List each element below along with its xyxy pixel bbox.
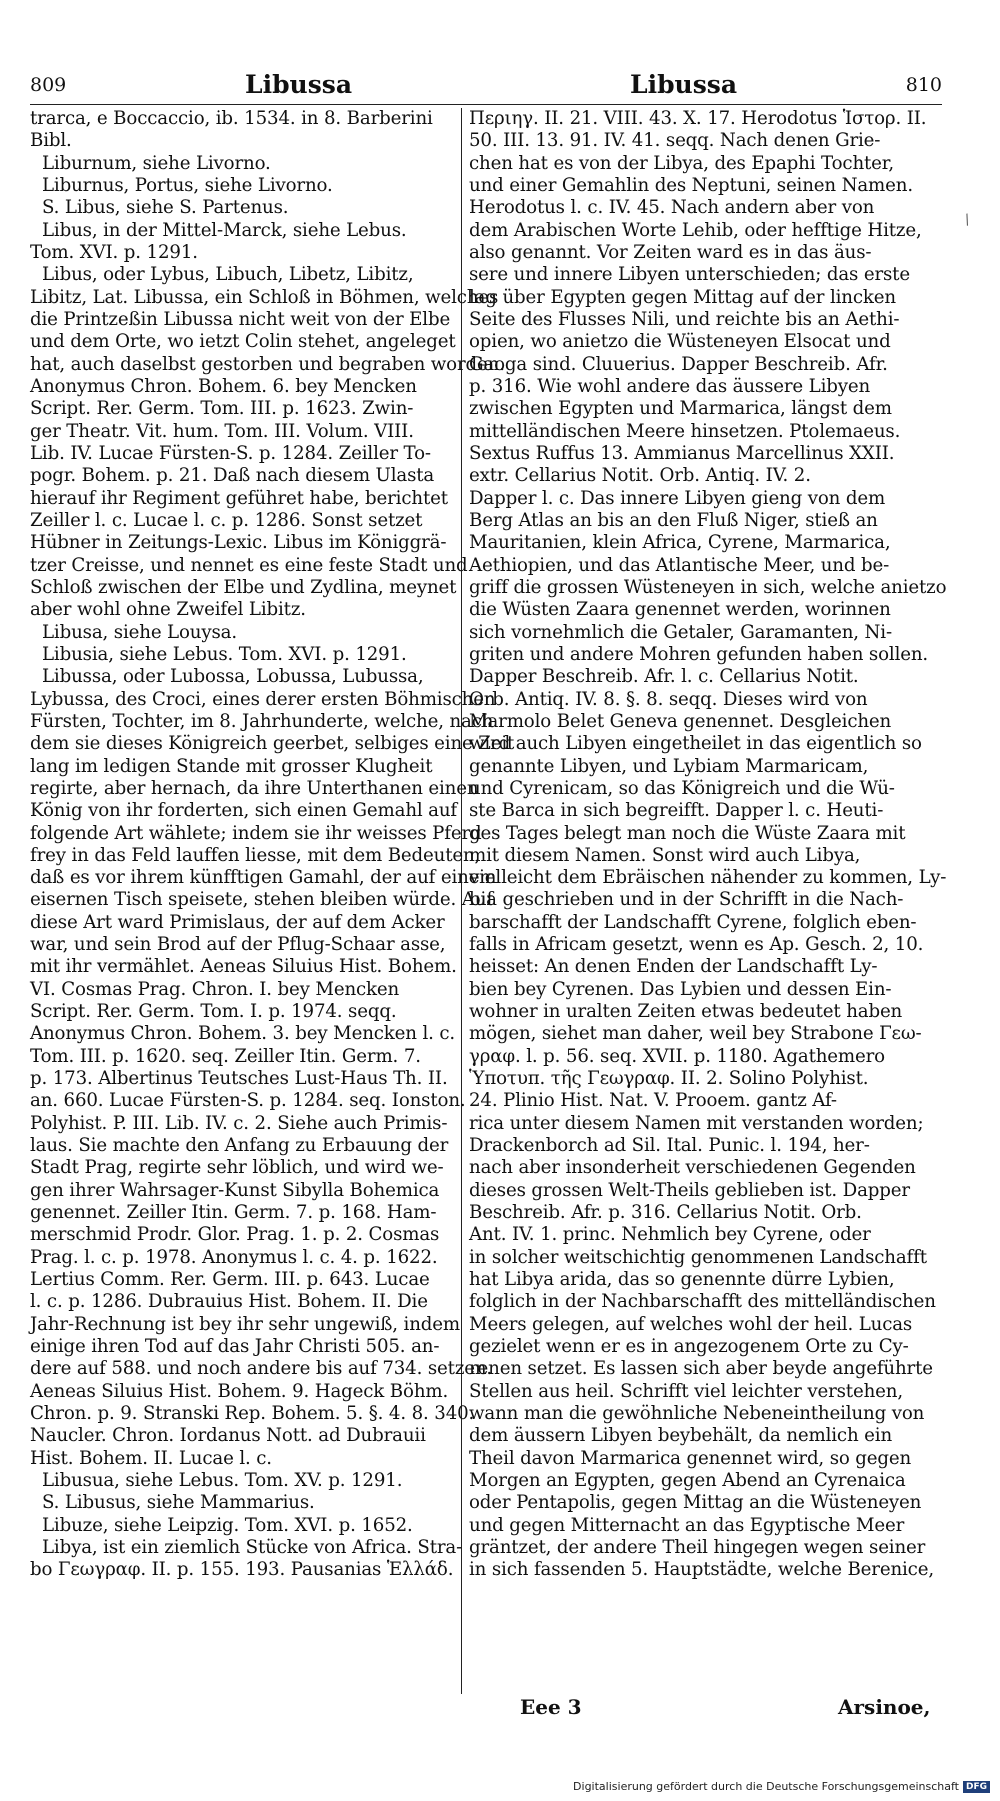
text-line: war, und sein Brod auf der Pflug-Schaar asse,: [30, 934, 446, 956]
text-line: rica unter diesem Namen mit verstanden worden;: [469, 1112, 924, 1134]
text-line: VI. Cosmas Prag. Chron. I. bey Mencken: [30, 978, 400, 1000]
text-line: dere auf 588. und noch andere bis auf 734. setzen.: [30, 1358, 493, 1380]
text-line: Anonymus Chron. Bohem. 6. bey Mencken: [30, 375, 417, 397]
running-head-right: Libussa: [630, 70, 738, 99]
text-line: extr. Cellarius Notit. Orb. Antiq. IV. 2.: [469, 465, 811, 487]
text-line: folglich in der Nachbarschafft des mittelländischen: [469, 1291, 936, 1313]
text-line: mittelländischen Meere hinsetzen. Ptolemaeus.: [469, 420, 901, 442]
text-line: zwischen Egypten und Marmarica, längst dem: [469, 398, 892, 420]
text-line: renen setzet. Es lassen sich aber beyde angeführte: [469, 1358, 933, 1380]
text-line: dieses grossen Welt-Theils geblieben ist. Dapper: [469, 1179, 910, 1201]
text-line: Orb. Antiq. IV. 8. §. 8. seqq. Dieses wird von: [469, 688, 868, 710]
text-line: diese Art ward Primislaus, der auf dem Acker: [30, 911, 445, 933]
text-line: bien bey Cyrenen. Das Lybien und dessen Ein-: [469, 978, 892, 1000]
text-line: Libuze, siehe Leipzig. Tom. XVI. p. 1652.: [42, 1514, 413, 1536]
text-line: griff die grossen Wüsteneyen in sich, welche anietzo: [469, 576, 947, 598]
text-line: lang im ledigen Stande mit grosser Klugheit: [30, 755, 433, 777]
text-line: trarca, e Boccaccio, ib. 1534. in 8. Barberini: [30, 108, 433, 129]
text-line: Sextus Ruffus 13. Ammianus Marcellinus XXII.: [469, 442, 895, 464]
text-line: frey in das Feld lauffen liesse, mit dem Bedeuten,: [30, 844, 481, 866]
text-line: laus. Sie machte den Anfang zu Erbauung der: [30, 1135, 449, 1157]
text-line: hat, auch daselbst gestorben und begraben worden.: [30, 353, 505, 375]
text-line: griten und andere Mohren gefunden haben sollen.: [469, 643, 929, 665]
text-line: und einer Gemahlin des Neptuni, seinen Namen.: [469, 174, 913, 196]
text-line: S. Libus, siehe S. Partenus.: [42, 197, 289, 219]
dfg-logo: DFG: [963, 1781, 990, 1793]
text-line: falls in Africam gesetzt, wenn es Ap. Gesch. 2, 10.: [469, 934, 924, 956]
text-line: Liburnum, siehe Livorno.: [42, 152, 271, 174]
text-line: Polyhist. P. III. Lib. IV. c. 2. Siehe auch Primis-: [30, 1112, 448, 1134]
text-line: nach aber insonderheit verschiedenen Gegenden: [469, 1157, 916, 1179]
text-line: Morgen an Egypten, gegen Abend an Cyrenaica: [469, 1470, 906, 1492]
text-line: mit diesem Namen. Sonst wird auch Libya,: [469, 844, 861, 866]
text-line: Stellen aus heil. Schrifft viel leichter verstehen,: [469, 1380, 903, 1402]
footer-text: Digitalisierung gefördert durch die Deutsche Forschungsgemeinschaft: [573, 1780, 959, 1793]
text-line: Aeneas Siluius Hist. Bohem. 9. Hageck Böhm.: [30, 1380, 449, 1402]
header-rule: [30, 104, 942, 105]
text-line: Dapper l. c. Das innere Libyen gieng von dem: [469, 487, 886, 509]
right-column: [469, 108, 947, 1694]
text-line: genennet. Zeiller Itin. Germ. 7. p. 168. Ham-: [30, 1202, 437, 1224]
text-line: mit ihr vermählet. Aeneas Siluius Hist. Bohem.: [30, 956, 457, 978]
left-column: [30, 108, 515, 1694]
text-line: wann man die gewöhnliche Nebeneintheilung von: [469, 1403, 925, 1425]
text-line: Chron. p. 9. Stranski Rep. Bohem. 5. §. 4. 8. 340.: [30, 1403, 475, 1425]
text-line: wird auch Libyen eingetheilet in das eigentlich so: [469, 733, 922, 755]
text-line: die Wüsten Zaara genennet werden, worinnen: [469, 599, 891, 621]
text-line: Ant. IV. 1. princ. Nehmlich bey Cyrene, oder: [469, 1224, 871, 1246]
text-line: Lertius Comm. Rer. Germ. III. p. 643. Lucae: [30, 1269, 430, 1291]
text-line: genannte Libyen, und Lybiam Marmaricam,: [469, 755, 869, 777]
text-line: Libusia, siehe Lebus. Tom. XVI. p. 1291.: [42, 643, 407, 665]
text-line: sere und innere Libyen unterschieden; das erste: [469, 264, 910, 286]
text-line: ger Theatr. Vit. hum. Tom. III. Volum. VIII.: [30, 420, 414, 442]
text-line: Hübner in Zeitungs-Lexic. Libus im Königgrä-: [30, 532, 447, 554]
text-line: Herodotus l. c. IV. 45. Nach andern aber von: [469, 197, 875, 219]
text-line: sich vornehmlich die Getaler, Garamanten, Ni-: [469, 621, 892, 643]
text-line: chen hat es von der Libya, des Epaphi Tochter,: [469, 152, 894, 174]
text-line: Aethiopien, und das Atlantische Meer, und be-: [469, 554, 890, 576]
text-line: Lib. IV. Lucae Fürsten-S. p. 1284. Zeiller To-: [30, 442, 431, 464]
text-line: Jahr-Rechnung ist bey ihr sehr ungewiß, indem: [30, 1313, 460, 1335]
text-line: Script. Rer. Germ. Tom. I. p. 1974. seqq.: [30, 1001, 397, 1023]
text-line: S. Libusus, siehe Mammarius.: [42, 1492, 315, 1514]
text-line: und dem Orte, wo ietzt Colin stehet, angeleget: [30, 331, 456, 353]
text-line: Libusa, siehe Louysa.: [42, 621, 237, 643]
text-line: Script. Rer. Germ. Tom. III. p. 1623. Zwin-: [30, 398, 414, 420]
text-line: ges Tages belegt man noch die Wüste Zaara mit: [469, 822, 906, 844]
text-line: Libitz, Lat. Libussa, ein Schloß in Böhmen, welches: [30, 286, 499, 308]
text-line: Περιηγ. II. 21. VIII. 43. X. 17. Herodotus Ἱστορ. II.: [469, 108, 927, 129]
text-line: Libussa, oder Lubossa, Lobussa, Lubussa,: [42, 666, 424, 688]
text-line: Stadt Prag, regirte sehr löblich, und wird we-: [30, 1157, 444, 1179]
catchword: Arsinoe,: [838, 1695, 931, 1719]
text-line: gen ihrer Wahrsager-Kunst Sibylla Bohemica: [30, 1179, 440, 1201]
margin-mark: /: [962, 211, 973, 229]
text-line: oder Pentapolis, gegen Mittag an die Wüsteneyen: [469, 1492, 922, 1514]
text-line: lag über Egypten gegen Mittag auf der lincken: [469, 286, 896, 308]
text-line: vielleicht dem Ebräischen nähender zu kommen, Ly-: [469, 867, 947, 889]
text-line: γραφ. l. p. 56. seq. XVII. p. 1180. Agathemero: [469, 1045, 885, 1067]
text-line: Libya, ist ein ziemlich Stücke von Africa. Stra-: [42, 1537, 463, 1558]
text-line: Liburnus, Portus, siehe Livorno.: [42, 174, 333, 196]
text-line: König von ihr forderten, sich einen Gemahl auf: [30, 800, 458, 822]
text-line: Zeiller l. c. Lucae l. c. p. 1286. Sonst setzet: [30, 509, 423, 531]
text-line: Lybussa, des Croci, eines derer ersten Böhmischen: [30, 688, 496, 710]
text-line: pogr. Bohem. p. 21. Daß nach diesem Ulasta: [30, 465, 435, 487]
page-number-left: 809: [30, 74, 67, 96]
signature-mark: Eee 3: [520, 1695, 582, 1719]
text-line: barschafft der Landschafft Cyrene, folglich eben-: [469, 911, 917, 933]
text-line: Berg Atlas an bis an den Fluß Niger, stieß an: [469, 509, 878, 531]
text-line: Meers gelegen, auf welches wohl der heil. Lucas: [469, 1313, 913, 1335]
text-line: Prag. l. c. p. 1978. Anonymus l. c. 4. p. 1622.: [30, 1246, 438, 1268]
text-line: dem Arabischen Worte Lehib, oder hefftige Hitze,: [469, 219, 922, 241]
text-line: Hist. Bohem. II. Lucae l. c.: [30, 1447, 272, 1469]
text-line: ste Barca in sich begreifft. Dapper l. c. Heuti-: [469, 800, 884, 822]
text-line: 50. III. 13. 91. IV. 41. seqq. Nach denen Grie-: [469, 130, 881, 152]
text-line: Bibl.: [30, 130, 72, 152]
text-line: die Printzeßin Libussa nicht weit von der Elbe: [30, 308, 451, 330]
text-line: in solcher weitschichtig genommenen Landschafft: [469, 1246, 927, 1268]
text-line: Schloß zwischen der Elbe und Zydlina, meynet: [30, 576, 457, 598]
running-head-left: Libussa: [245, 70, 353, 99]
text-line: gräntzet, der andere Theil hingegen wegen seiner: [469, 1537, 926, 1558]
page-header: [30, 70, 942, 106]
text-line: einige ihren Tod auf das Jahr Christi 505. an-: [30, 1336, 440, 1358]
text-line: und Cyrenicam, so das Königreich und die Wü-: [469, 777, 895, 799]
text-line: Anonymus Chron. Bohem. 3. bey Mencken l. c.: [30, 1023, 456, 1045]
text-line: und gegen Mitternacht an das Egyptische Meer: [469, 1514, 905, 1536]
text-line: bo Γεωγραφ. II. p. 155. 193. Pausanias Ἑλλάδ.: [30, 1559, 454, 1581]
text-line: Tom. III. p. 1620. seq. Zeiller Itin. Germ. 7.: [30, 1045, 421, 1067]
text-line: p. 173. Albertinus Teutsches Lust-Haus Th. II.: [30, 1068, 448, 1090]
text-line: dem sie dieses Königreich geerbet, selbiges eine Zeit: [30, 733, 515, 755]
text-line: daß es vor ihrem künfftigen Gamahl, der auf einem: [30, 867, 497, 889]
text-line: wohner in uralten Zeiten etwas bedeutet haben: [469, 1001, 903, 1023]
text-line: bia geschrieben und in der Schrifft in die Nach-: [469, 889, 904, 911]
text-line: Beschreib. Afr. p. 316. Cellarius Notit. Orb.: [469, 1202, 862, 1224]
text-line: p. 316. Wie wohl andere das äussere Libyen: [469, 375, 871, 397]
text-line: Libus, oder Lybus, Libuch, Libetz, Libitz,: [42, 264, 414, 286]
text-line: Drackenborch ad Sil. Ital. Punic. l. 194, her-: [469, 1135, 870, 1157]
text-line: hierauf ihr Regiment geführet habe, berichtet: [30, 487, 448, 509]
text-line: merschmid Prodr. Glor. Prag. 1. p. 2. Cosmas: [30, 1224, 440, 1246]
text-line: Seite des Flusses Nili, und reichte bis an Aethi-: [469, 308, 900, 330]
text-line: l. c. p. 1286. Dubrauius Hist. Bohem. II. Die: [30, 1291, 428, 1313]
text-line: opien, wo anietzo die Wüsteneyen Elsocat und: [469, 331, 891, 353]
text-line: Dapper Beschreib. Afr. l. c. Cellarius Notit.: [469, 666, 859, 688]
text-line: Tom. XVI. p. 1291.: [30, 241, 198, 263]
text-line: Fürsten, Tochter, im 8. Jahrhunderte, welche, nach: [30, 710, 494, 732]
text-line: gezielet wenn er es in angezogenem Orte zu Cy-: [469, 1336, 909, 1358]
text-line: heisset: An denen Enden der Landschafft Ly-: [469, 956, 878, 978]
page-number-right: 810: [905, 74, 942, 96]
text-line: aber wohl ohne Zweifel Libitz.: [30, 599, 306, 621]
text-line: Libus, in der Mittel-Marck, siehe Lebus.: [42, 219, 407, 241]
text-line: 24. Plinio Hist. Nat. V. Prooem. gantz Af-: [469, 1090, 837, 1112]
text-line: dem äussern Libyen beybehält, da nemlich ein: [469, 1425, 893, 1447]
text-line: hat Libya arida, das so genennte dürre Lybien,: [469, 1269, 895, 1291]
text-line: Gaoga sind. Cluuerius. Dapper Beschreib. Afr.: [469, 353, 888, 375]
text-line: Ὑποτυπ. τῆς Γεωγραφ. II. 2. Solino Polyhist.: [469, 1068, 869, 1090]
digitization-footer: [573, 1780, 990, 1793]
text-line: also genannt. Vor Zeiten ward es in das äus-: [469, 241, 872, 263]
text-line: Mauritanien, klein Africa, Cyrene, Marmarica,: [469, 532, 891, 554]
text-line: in sich fassenden 5. Hauptstädte, welche Berenice,: [469, 1559, 934, 1581]
text-line: tzer Creisse, und nennet es eine feste Stadt und: [30, 554, 468, 576]
text-line: Marmolo Belet Geneva genennet. Desgleichen: [469, 710, 892, 732]
text-line: folgende Art wählete; indem sie ihr weisses Pferd: [30, 822, 482, 844]
text-line: Naucler. Chron. Iordanus Nott. ad Dubrauii: [30, 1425, 426, 1447]
text-line: Libusua, siehe Lebus. Tom. XV. p. 1291.: [42, 1470, 403, 1492]
text-line: regirte, aber hernach, da ihre Unterthanen einen: [30, 777, 479, 799]
text-line: an. 660. Lucae Fürsten-S. p. 1284. seq. Ionston.: [30, 1090, 466, 1112]
text-line: eisernen Tisch speisete, stehen bleiben würde. Auf: [30, 889, 493, 911]
text-line: mögen, siehet man daher, weil bey Strabone Γεω-: [469, 1023, 922, 1045]
text-line: Theil davon Marmarica genennet wird, so gegen: [469, 1447, 912, 1469]
